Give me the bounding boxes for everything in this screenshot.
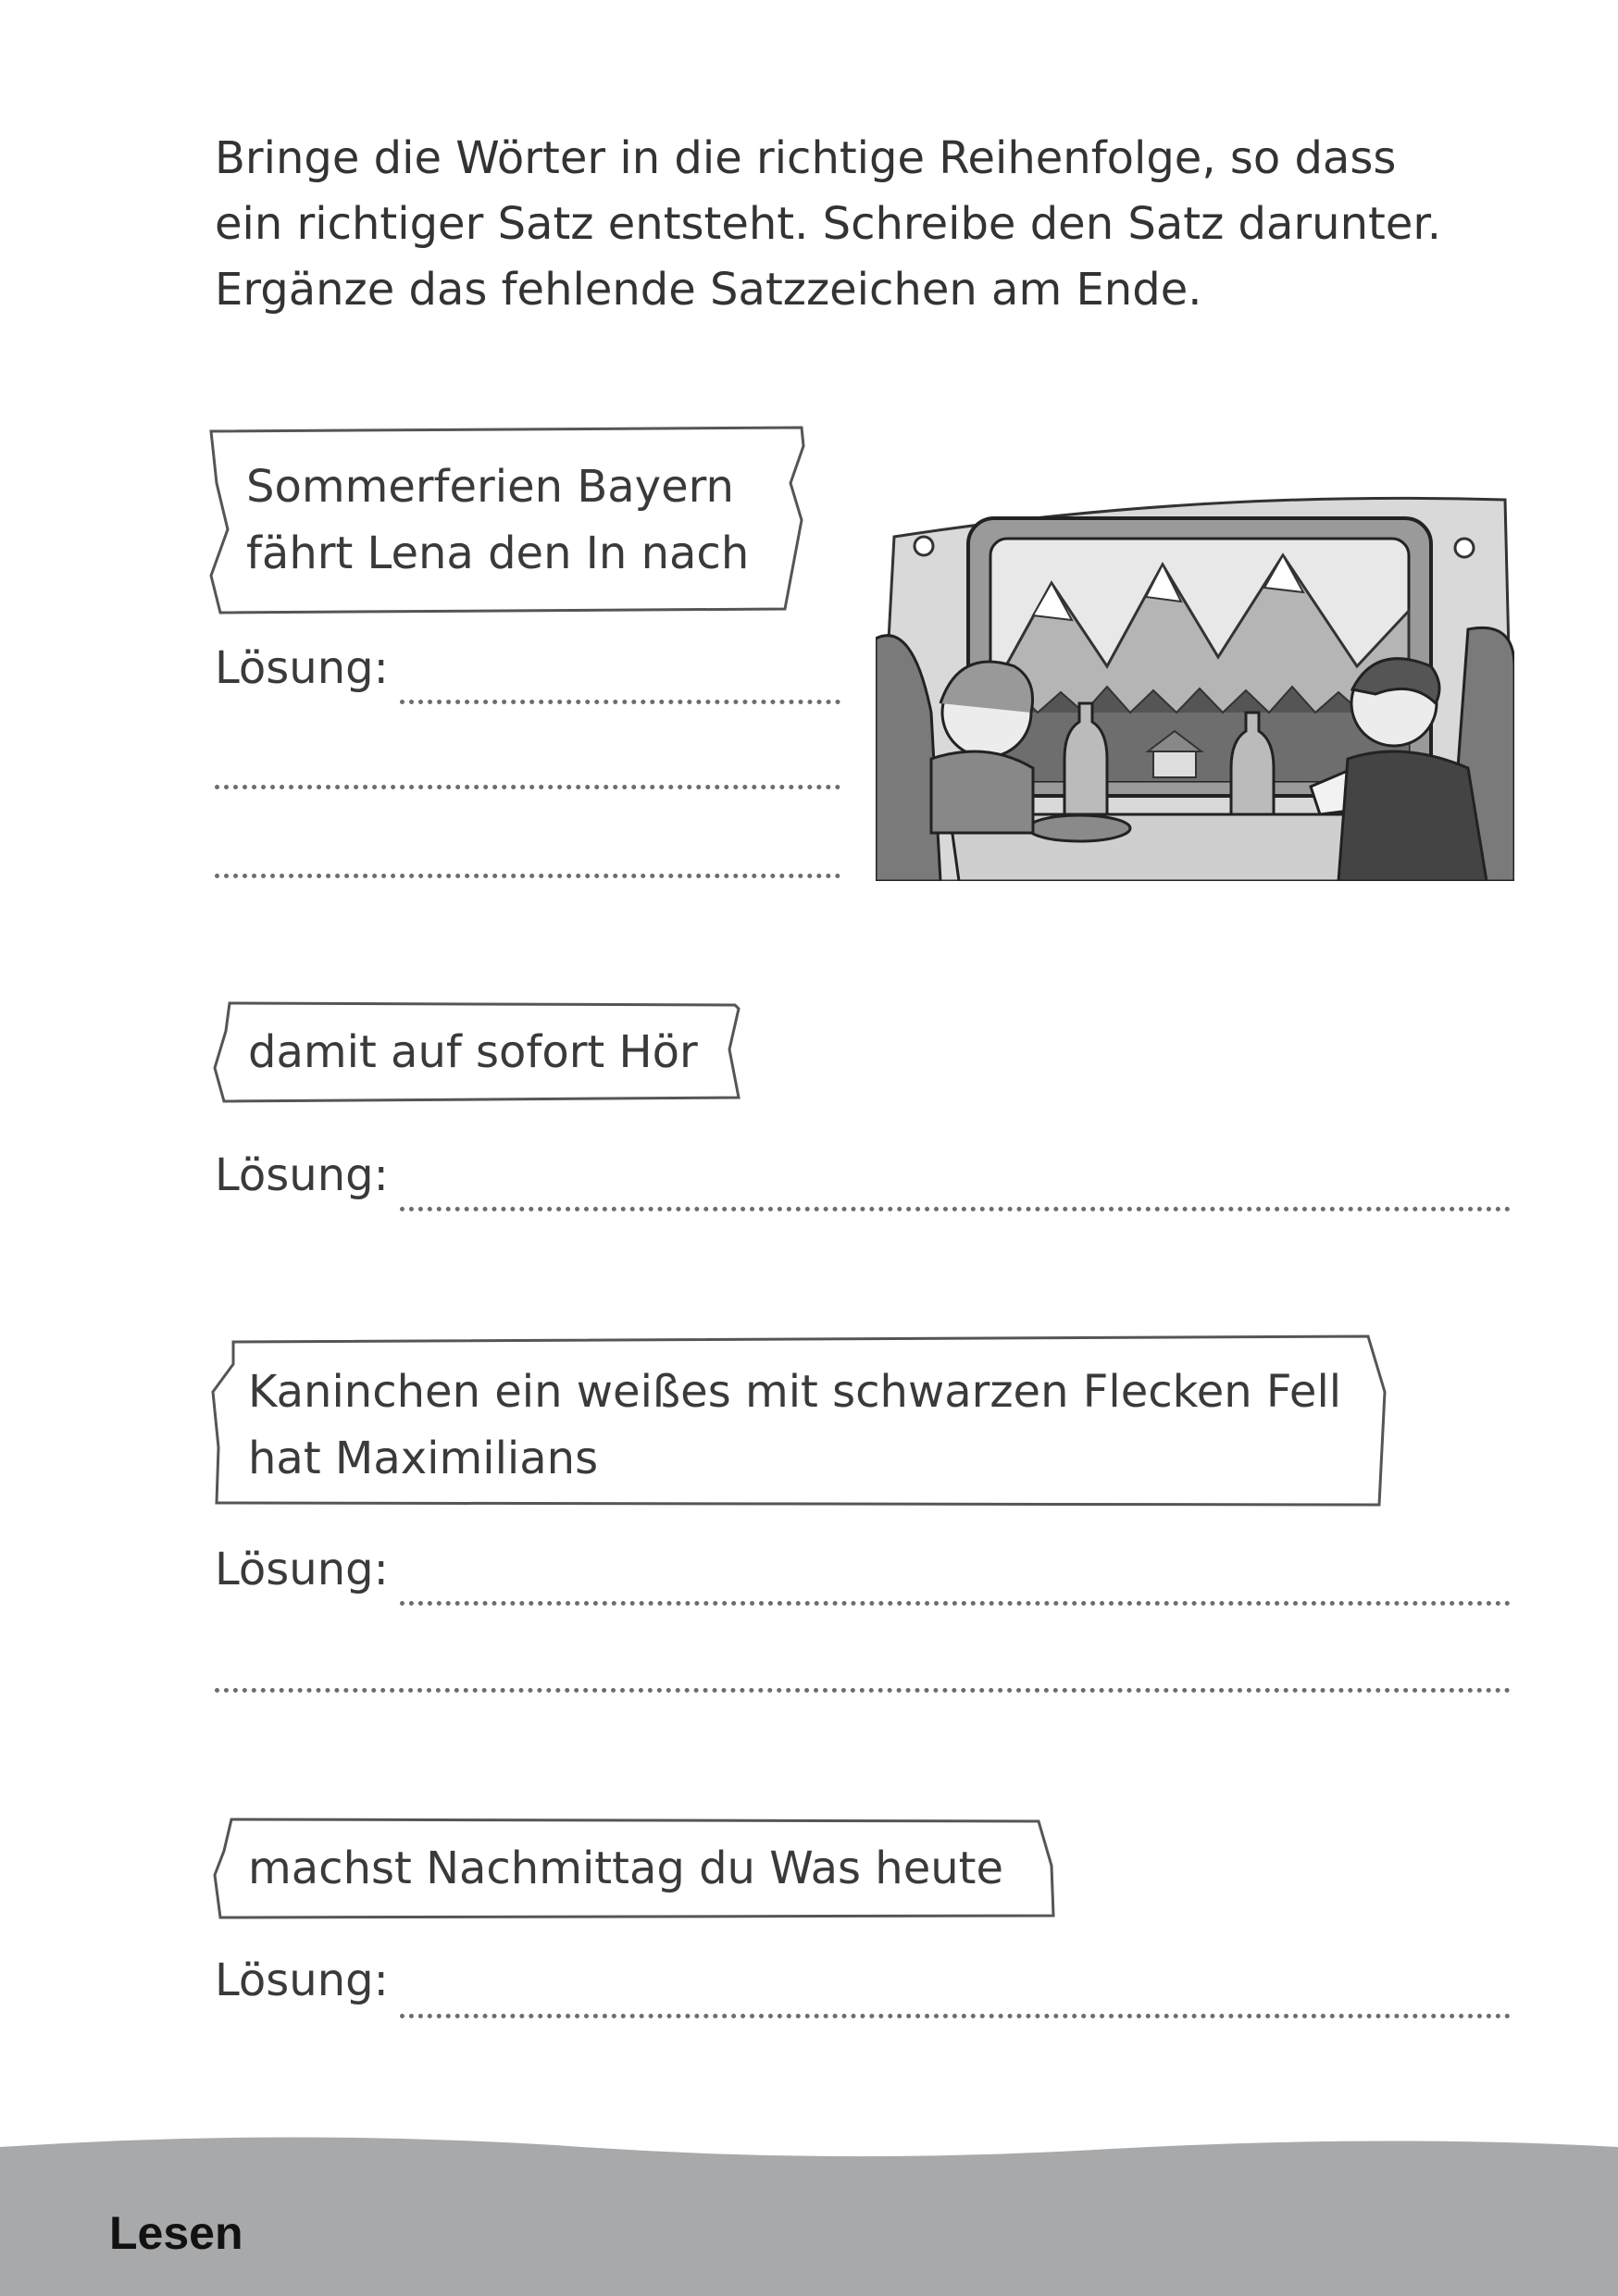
instruction-line: Ergänze das fehlende Satzzeichen am Ende.	[215, 264, 1202, 316]
train-window-mountains-illustration	[876, 481, 1514, 881]
solution-label: Lösung:	[215, 1149, 389, 1201]
word-box-4	[215, 1819, 1053, 1917]
word-box-line: Sommerferien Bayern	[246, 461, 734, 513]
answer-line[interactable]	[215, 785, 840, 789]
answer-line[interactable]	[215, 1688, 1511, 1693]
answer-line[interactable]	[400, 2014, 1511, 2018]
word-box-1	[211, 428, 803, 613]
instruction-line: ein richtiger Satz entsteht. Schreibe den Satz darunter.	[215, 198, 1441, 250]
solution-label: Lösung:	[215, 1955, 389, 2006]
answer-line[interactable]	[400, 1207, 1511, 1211]
word-box-line: hat Maximilians	[248, 1433, 599, 1484]
section-label: Lesen	[109, 2207, 243, 2259]
answer-line[interactable]	[400, 1601, 1511, 1606]
answer-line[interactable]	[400, 700, 840, 704]
solution-label: Lösung:	[215, 1544, 389, 1595]
word-box-line: machst Nachmittag du Was heute	[248, 1843, 1004, 1894]
word-box-line: damit auf sofort Hör	[248, 1026, 698, 1078]
instruction-line: Bringe die Wörter in die richtige Reihenfolge, so dass	[215, 132, 1397, 184]
instructions	[215, 126, 1529, 323]
word-box-line: Kaninchen ein weißes mit schwarzen Flecken Fell	[248, 1366, 1342, 1418]
solution-label: Lösung:	[215, 642, 389, 694]
answer-line[interactable]	[215, 874, 840, 878]
word-box-2	[215, 1003, 739, 1101]
word-box-3	[211, 1336, 1385, 1505]
word-box-line: fährt Lena den In nach	[246, 527, 750, 579]
footer-band	[0, 2110, 1618, 2296]
